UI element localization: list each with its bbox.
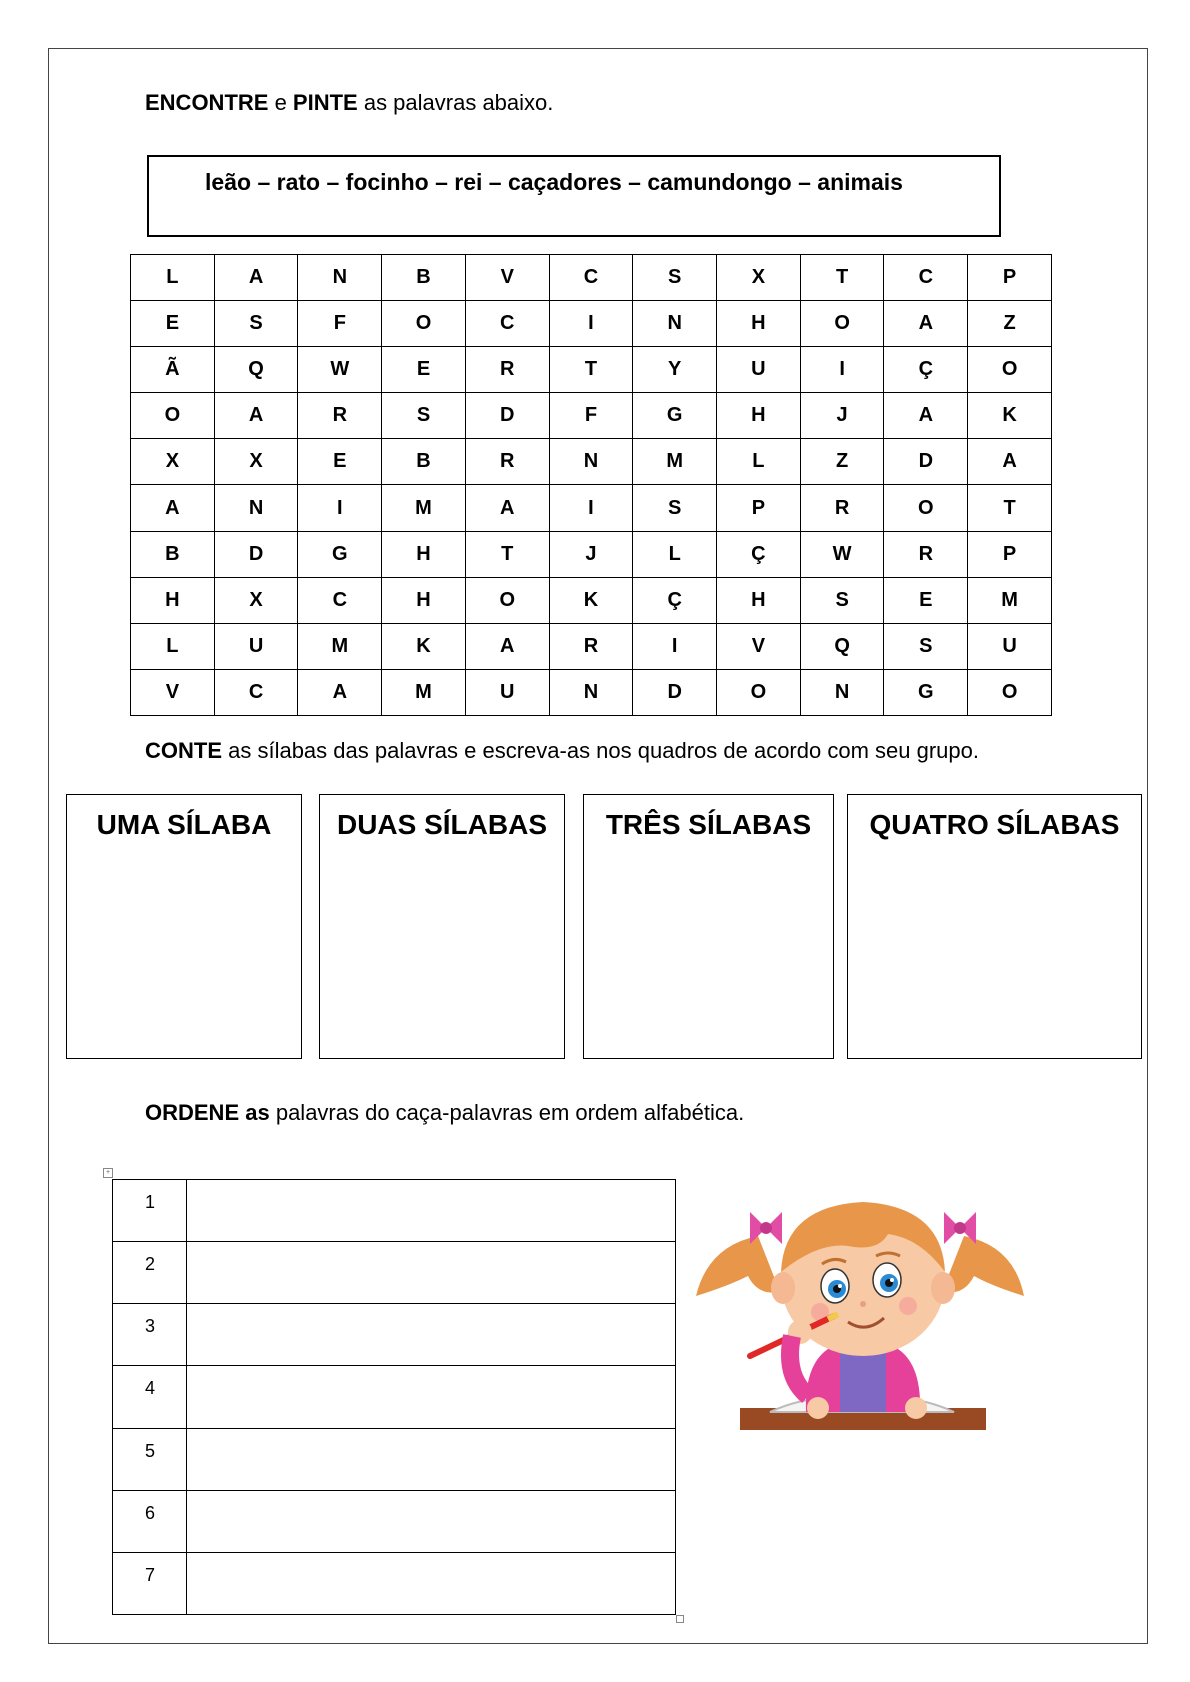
grid-cell[interactable]: U (465, 669, 549, 715)
grid-cell[interactable]: B (382, 255, 466, 301)
order-row-number: 5 (113, 1428, 187, 1490)
grid-cell[interactable]: T (800, 255, 884, 301)
grid-cell[interactable]: U (214, 623, 298, 669)
grid-cell[interactable]: A (214, 393, 298, 439)
grid-cell[interactable]: E (131, 301, 215, 347)
grid-row (131, 669, 1052, 715)
grid-row (131, 577, 1052, 623)
grid-cell[interactable]: L (717, 439, 801, 485)
grid-cell[interactable]: C (214, 669, 298, 715)
grid-cell[interactable]: N (549, 669, 633, 715)
four-syllables-title: QUATRO SÍLABAS (869, 809, 1120, 840)
grid-cell[interactable]: L (633, 531, 717, 577)
order-row (113, 1366, 676, 1428)
grid-cell[interactable]: V (717, 623, 801, 669)
grid-cell[interactable]: L (131, 255, 215, 301)
grid-cell[interactable]: G (633, 393, 717, 439)
grid-cell[interactable]: S (884, 623, 968, 669)
grid-cell[interactable]: S (382, 393, 466, 439)
grid-cell[interactable]: C (549, 255, 633, 301)
grid-cell[interactable]: N (633, 301, 717, 347)
girl-studying-icon (688, 1176, 1032, 1438)
order-row (113, 1242, 676, 1304)
grid-cell[interactable]: O (131, 393, 215, 439)
order-answer-cell[interactable] (187, 1304, 676, 1366)
grid-cell[interactable]: H (717, 577, 801, 623)
grid-row (131, 439, 1052, 485)
grid-cell[interactable]: O (968, 347, 1052, 393)
grid-cell[interactable]: D (214, 531, 298, 577)
two-syllables-title: DUAS SÍLABAS (336, 809, 547, 840)
grid-cell[interactable]: X (717, 255, 801, 301)
order-row (113, 1180, 676, 1242)
grid-cell[interactable]: Q (214, 347, 298, 393)
grid-cell[interactable]: H (717, 301, 801, 347)
order-row (113, 1552, 676, 1614)
order-row-number: 2 (113, 1242, 187, 1304)
grid-cell[interactable]: F (549, 393, 633, 439)
find-and-paint-instruction: ENCONTRE e PINTE as palavras abaixo. (145, 90, 554, 115)
grid-cell[interactable]: Z (800, 439, 884, 485)
grid-cell[interactable]: R (800, 485, 884, 531)
grid-cell[interactable]: O (800, 301, 884, 347)
one-syllable-box[interactable] (66, 794, 302, 1059)
grid-cell[interactable]: A (465, 623, 549, 669)
grid-cell[interactable]: Ç (633, 577, 717, 623)
grid-cell[interactable]: H (382, 531, 466, 577)
grid-cell[interactable]: V (465, 255, 549, 301)
grid-row (131, 623, 1052, 669)
grid-cell[interactable]: S (633, 485, 717, 531)
grid-cell[interactable]: S (633, 255, 717, 301)
order-answer-cell[interactable] (187, 1180, 676, 1242)
grid-cell[interactable]: K (382, 623, 466, 669)
order-answer-cell[interactable] (187, 1490, 676, 1552)
grid-cell[interactable]: N (549, 439, 633, 485)
grid-cell[interactable]: H (382, 577, 466, 623)
grid-cell[interactable]: G (298, 531, 382, 577)
grid-cell[interactable]: D (465, 393, 549, 439)
grid-cell[interactable]: K (968, 393, 1052, 439)
order-answer-cell[interactable] (187, 1552, 676, 1614)
grid-cell[interactable]: M (968, 577, 1052, 623)
grid-cell[interactable]: H (717, 393, 801, 439)
grid-cell[interactable]: C (884, 255, 968, 301)
grid-cell[interactable]: H (131, 577, 215, 623)
grid-cell[interactable]: A (968, 439, 1052, 485)
grid-cell[interactable]: X (131, 439, 215, 485)
grid-cell[interactable]: X (214, 439, 298, 485)
grid-cell[interactable]: N (298, 255, 382, 301)
word-search-grid (130, 254, 1052, 716)
grid-cell[interactable]: O (968, 669, 1052, 715)
grid-cell[interactable]: T (465, 531, 549, 577)
order-row-number: 1 (113, 1180, 187, 1242)
grid-cell[interactable]: L (131, 623, 215, 669)
grid-cell[interactable]: Q (800, 623, 884, 669)
grid-cell[interactable]: R (549, 623, 633, 669)
grid-row (131, 531, 1052, 577)
grid-cell[interactable]: I (633, 623, 717, 669)
grid-row (131, 255, 1052, 301)
grid-cell[interactable]: D (633, 669, 717, 715)
grid-cell[interactable]: Ç (717, 531, 801, 577)
grid-cell[interactable]: R (465, 347, 549, 393)
grid-cell[interactable]: Ç (884, 347, 968, 393)
order-row-number: 7 (113, 1552, 187, 1614)
grid-cell[interactable]: O (717, 669, 801, 715)
order-row (113, 1304, 676, 1366)
grid-cell[interactable]: G (884, 669, 968, 715)
order-answer-cell[interactable] (187, 1366, 676, 1428)
grid-cell[interactable]: M (298, 623, 382, 669)
grid-cell[interactable]: J (549, 531, 633, 577)
two-syllables-box[interactable] (319, 794, 565, 1059)
grid-cell[interactable]: F (298, 301, 382, 347)
grid-cell[interactable]: K (549, 577, 633, 623)
grid-cell[interactable]: A (884, 301, 968, 347)
grid-cell[interactable]: O (382, 301, 466, 347)
grid-cell[interactable]: M (382, 669, 466, 715)
grid-row (131, 347, 1052, 393)
order-row-number: 6 (113, 1490, 187, 1552)
grid-cell[interactable]: P (717, 485, 801, 531)
order-row (113, 1490, 676, 1552)
grid-cell[interactable]: N (214, 485, 298, 531)
grid-cell[interactable]: P (968, 531, 1052, 577)
grid-cell[interactable]: E (382, 347, 466, 393)
grid-cell[interactable]: D (884, 439, 968, 485)
grid-cell[interactable]: I (549, 485, 633, 531)
three-syllables-box[interactable] (583, 794, 834, 1059)
alphabetical-order-table (112, 1179, 676, 1615)
grid-cell[interactable]: U (717, 347, 801, 393)
grid-cell[interactable]: C (298, 577, 382, 623)
grid-cell[interactable]: T (968, 485, 1052, 531)
grid-cell[interactable]: Ã (131, 347, 215, 393)
grid-cell[interactable]: U (968, 623, 1052, 669)
order-row (113, 1428, 676, 1490)
grid-cell[interactable]: V (131, 669, 215, 715)
grid-cell[interactable]: A (131, 485, 215, 531)
grid-cell[interactable]: M (382, 485, 466, 531)
grid-row (131, 485, 1052, 531)
grid-cell[interactable]: A (884, 393, 968, 439)
grid-cell[interactable]: Y (633, 347, 717, 393)
grid-cell[interactable]: I (298, 485, 382, 531)
grid-row (131, 393, 1052, 439)
grid-cell[interactable]: R (465, 439, 549, 485)
grid-cell[interactable]: W (800, 531, 884, 577)
grid-cell[interactable]: R (298, 393, 382, 439)
grid-cell[interactable]: S (800, 577, 884, 623)
grid-cell[interactable]: A (298, 669, 382, 715)
count-syllables-instruction: CONTE as sílabas das palavras e escreva-as nos quadros de acordo com seu grupo. (145, 738, 979, 763)
grid-cell[interactable]: O (884, 485, 968, 531)
grid-cell[interactable]: S (214, 301, 298, 347)
one-syllable-title: UMA SÍLABA (96, 809, 272, 840)
grid-cell[interactable]: W (298, 347, 382, 393)
order-words-instruction: ORDENE as palavras do caça-palavras em ordem alfabética. (145, 1100, 745, 1125)
grid-cell[interactable]: X (214, 577, 298, 623)
grid-cell[interactable]: T (549, 347, 633, 393)
grid-cell[interactable]: Z (968, 301, 1052, 347)
grid-cell[interactable]: M (633, 439, 717, 485)
grid-cell[interactable]: B (382, 439, 466, 485)
table-resize-handle-icon[interactable] (676, 1615, 684, 1623)
grid-cell[interactable]: R (884, 531, 968, 577)
order-answer-cell[interactable] (187, 1428, 676, 1490)
grid-cell[interactable]: I (800, 347, 884, 393)
order-row-number: 4 (113, 1366, 187, 1428)
grid-cell[interactable]: O (465, 577, 549, 623)
grid-cell[interactable]: A (465, 485, 549, 531)
grid-cell[interactable]: P (968, 255, 1052, 301)
grid-cell[interactable]: N (800, 669, 884, 715)
order-row-number: 3 (113, 1304, 187, 1366)
four-syllables-box[interactable] (847, 794, 1142, 1059)
grid-cell[interactable]: I (549, 301, 633, 347)
grid-cell[interactable]: B (131, 531, 215, 577)
grid-cell[interactable]: J (800, 393, 884, 439)
word-list-box (147, 155, 1001, 237)
order-answer-cell[interactable] (187, 1242, 676, 1304)
grid-cell[interactable]: C (465, 301, 549, 347)
table-move-handle-icon[interactable]: + (103, 1168, 113, 1178)
grid-row (131, 301, 1052, 347)
word-list: leão – rato – focinho – rei – caçadores – camundongo – animais (205, 169, 903, 195)
grid-cell[interactable]: A (214, 255, 298, 301)
three-syllables-title: TRÊS SÍLABAS (605, 809, 812, 840)
grid-cell[interactable]: E (298, 439, 382, 485)
grid-cell[interactable]: E (884, 577, 968, 623)
